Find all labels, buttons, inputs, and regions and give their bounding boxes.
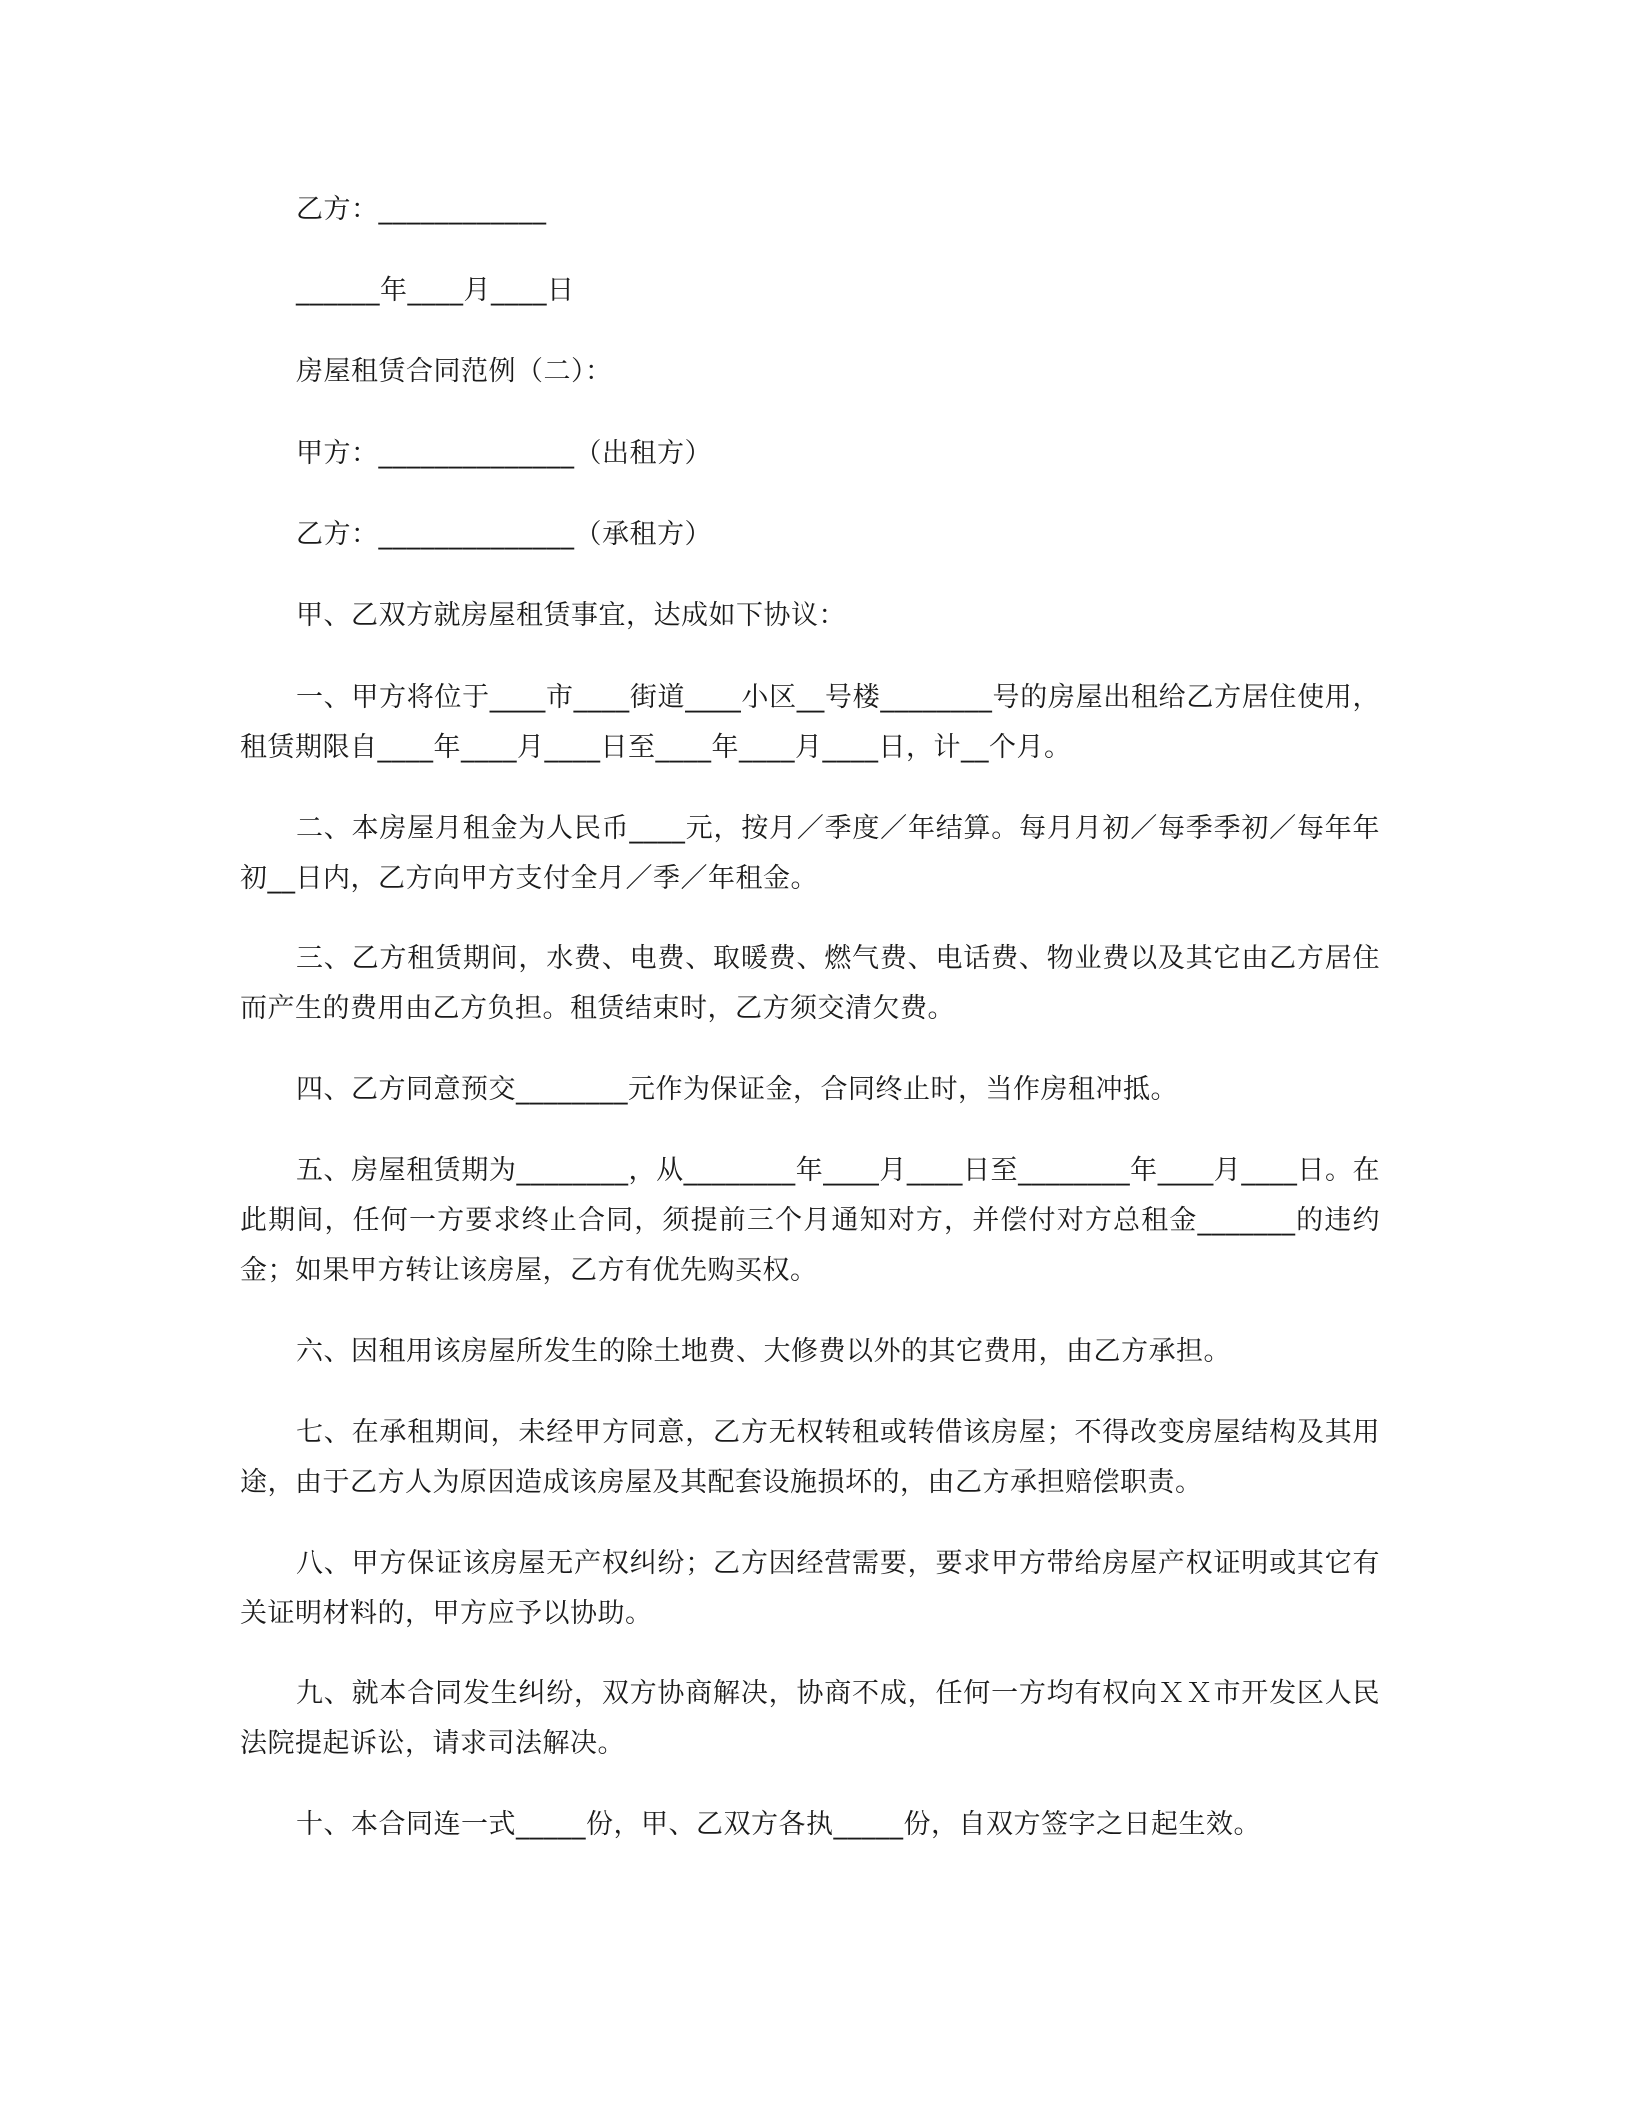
clause-7: 七、在承租期间，未经甲方同意，乙方无权转租或转借该房屋；不得改变房屋结构及其用途，由于乙方人为原因造成该房屋及其配套设施损坏的，由乙方承担赔偿职责。 xyxy=(240,1417,1380,1498)
clause-3: 三、乙方租赁期间，水费、电费、取暖费、燃气费、电话费、物业费以及其它由乙方居住而产生的费用由乙方负担。租赁结束时，乙方须交清欠费。 xyxy=(240,943,1380,1024)
section-title: 房屋租赁合同范例（二）： xyxy=(296,356,613,387)
clause-4: 四、乙方同意预交________元作为保证金，合同终止时，当作房租冲抵。 xyxy=(296,1074,1178,1105)
clause-2: 二、本房屋月租金为人民币____元，按月／季度／年结算。每月月初／每季季初／每年年初__日内，乙方向甲方支付全月／季／年租金。 xyxy=(240,813,1380,894)
party-a-line: 甲方：______________（出租方） xyxy=(296,438,712,469)
party-b-signature-line: 乙方：____________ xyxy=(296,194,547,225)
clause-5: 五、房屋租赁期为________，从________年____月____日至________年____月____日。在此期间，任何一方要求终止合同，须提前三个月通知对方，并偿付对方总租金_______的违约金；如果甲方转让该房屋，乙方有优先购买权。 xyxy=(240,1155,1380,1286)
signature-date-line: ______年____月____日 xyxy=(296,275,575,306)
clause-8: 八、甲方保证该房屋无产权纠纷；乙方因经营需要，要求甲方带给房屋产权证明或其它有关证明材料的，甲方应予以协助。 xyxy=(240,1548,1380,1629)
party-b-line: 乙方：______________（承租方） xyxy=(296,519,712,550)
clause-6: 六、因租用该房屋所发生的除土地费、大修费以外的其它费用，由乙方承担。 xyxy=(296,1336,1231,1367)
clause-9: 九、就本合同发生纠纷，双方协商解决，协商不成，任何一方均有权向ＸＸ市开发区人民法院提起诉讼，请求司法解决。 xyxy=(240,1678,1380,1759)
agreement-intro: 甲、乙双方就房屋租赁事宜，达成如下协议： xyxy=(296,600,846,631)
clause-1: 一、甲方将位于____市____街道____小区__号楼________号的房屋出租给乙方居住使用，租赁期限自____年____月____日至____年____月____日，计__个月。 xyxy=(240,682,1380,763)
clause-10: 十、本合同连一式_____份，甲、乙双方各执_____份，自双方签字之日起生效。 xyxy=(296,1809,1261,1840)
